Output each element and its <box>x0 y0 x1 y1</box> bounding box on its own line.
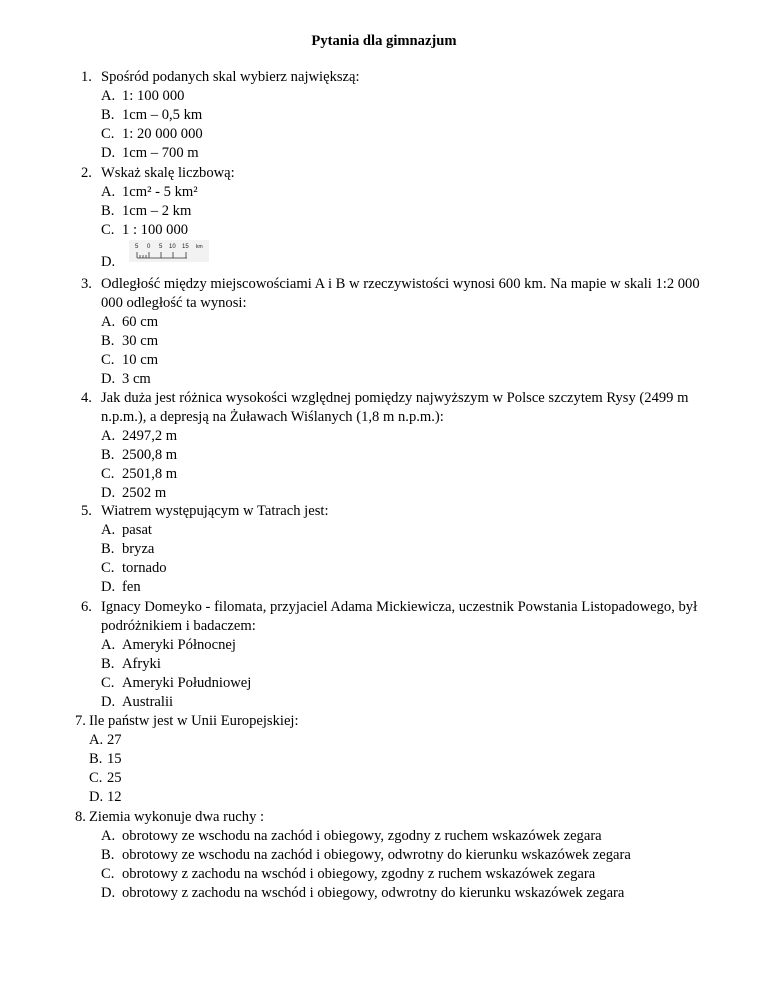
option-letter: C. <box>101 466 115 482</box>
option-text: 2500,8 m <box>122 447 178 463</box>
answer-option <box>101 313 768 332</box>
answer-option <box>101 106 768 125</box>
scale-bar-image <box>129 240 209 262</box>
answer-option <box>101 427 768 446</box>
option-text: 1cm – 2 km <box>122 203 192 219</box>
question-text: Jak duża jest różnica wysokości względnej pomiędzy najwyższym w Polsce szczytem Rysy (2499 m n.p.m.), a depresją na Żuławach Wiślanych (1,8 m n.p.m.): <box>101 390 689 425</box>
option-text: 10 cm <box>122 352 159 368</box>
answer-option <box>101 87 768 106</box>
option-letter: A. <box>101 314 116 330</box>
option-text: Ameryki Północnej <box>122 637 236 653</box>
answer-option <box>89 788 768 807</box>
answer-option <box>101 693 768 712</box>
answer-option <box>101 240 768 274</box>
answer-option <box>101 674 768 693</box>
question-text: Ziemia wykonuje dwa ruchy : <box>89 809 265 825</box>
option-text: 1 : 100 000 <box>122 222 189 238</box>
question-3 <box>0 275 768 389</box>
scale-unit-label: km <box>196 244 203 250</box>
answer-option <box>101 125 768 144</box>
scale-tick-label: 5 <box>135 244 139 250</box>
answer-option <box>101 183 768 202</box>
option-text: obrotowy ze wschodu na zachód i obiegowy, zgodny z ruchem wskazówek zegara <box>122 828 602 844</box>
option-text: tornado <box>122 560 167 576</box>
option-text: 2501,8 m <box>122 466 178 482</box>
option-letter: D. <box>101 579 116 595</box>
question-text: Odległość między miejscowościami A i B w rzeczywistości wynosi 600 km. Na mapie w skali 1:2 000 000 odległość ta wynosi: <box>101 276 700 311</box>
option-text: 30 cm <box>122 333 159 349</box>
option-text: 27 <box>107 732 122 748</box>
option-text: 1cm – 700 m <box>122 145 199 161</box>
question-number: 3. <box>81 276 92 292</box>
answer-option <box>101 221 768 240</box>
option-letter: C. <box>89 770 103 786</box>
option-text: 1cm² - 5 km² <box>122 184 198 200</box>
scale-tick-label: 5 <box>159 244 163 250</box>
answer-option <box>89 750 768 769</box>
option-text: 15 <box>107 751 122 767</box>
option-text: 25 <box>107 770 122 786</box>
question-text: Ile państw jest w Unii Europejskiej: <box>89 713 299 729</box>
option-letter: D. <box>101 885 116 901</box>
question-number: 8. <box>75 809 86 825</box>
option-letter: B. <box>101 541 115 557</box>
option-text: 3 cm <box>122 371 151 387</box>
option-letter: B. <box>101 847 115 863</box>
answer-option <box>101 559 768 578</box>
scale-tick-label: 0 <box>147 244 151 250</box>
question-number: 4. <box>81 390 92 406</box>
question-number: 5. <box>81 503 92 519</box>
answer-option <box>101 484 768 503</box>
option-letter: A. <box>101 522 116 538</box>
answer-option <box>101 884 768 903</box>
option-text: obrotowy z zachodu na wschód i obiegowy, zgodny z ruchem wskazówek zegara <box>122 866 596 882</box>
question-4 <box>0 389 768 503</box>
option-text: 1: 100 000 <box>122 88 185 104</box>
option-text: 60 cm <box>122 314 159 330</box>
answer-option <box>101 655 768 674</box>
answer-option <box>101 827 768 846</box>
option-text: pasat <box>122 522 152 538</box>
option-letter: C. <box>101 675 115 691</box>
answer-option <box>101 521 768 540</box>
option-letter: C. <box>101 866 115 882</box>
option-letter: A. <box>101 88 116 104</box>
option-letter: A. <box>101 428 116 444</box>
question-number: 2. <box>81 165 92 181</box>
question-6 <box>0 598 768 712</box>
question-text: Wiatrem występującym w Tatrach jest: <box>101 503 329 519</box>
option-letter: B. <box>101 656 115 672</box>
option-text: Australii <box>122 694 174 710</box>
option-letter: A. <box>89 732 104 748</box>
question-1 <box>0 68 768 163</box>
option-letter: D. <box>89 789 104 805</box>
scale-tick-label: 15 <box>182 244 189 250</box>
option-letter: B. <box>101 333 115 349</box>
page-title: Pytania dla gimnazjum <box>311 33 457 49</box>
question-7 <box>0 712 768 807</box>
option-letter: D. <box>101 254 116 270</box>
answer-option <box>101 865 768 884</box>
option-text: 1cm – 0,5 km <box>122 107 203 123</box>
answer-option <box>101 351 768 370</box>
option-text: obrotowy z zachodu na wschód i obiegowy, odwrotny do kierunku wskazówek zegara <box>122 885 625 901</box>
option-letter: C. <box>101 126 115 142</box>
option-letter: B. <box>101 203 115 219</box>
option-text: Afryki <box>122 656 161 672</box>
question-number: 6. <box>81 599 92 615</box>
answer-option <box>101 446 768 465</box>
option-letter: B. <box>101 107 115 123</box>
option-letter: C. <box>101 560 115 576</box>
option-text: Ameryki Południowej <box>122 675 252 691</box>
option-letter: A. <box>101 828 116 844</box>
question-8 <box>0 808 768 903</box>
option-text: fen <box>122 579 141 595</box>
answer-option <box>101 370 768 389</box>
answer-option <box>101 578 768 597</box>
option-letter: D. <box>101 694 116 710</box>
option-text: 1: 20 000 000 <box>122 126 203 142</box>
option-letter: A. <box>101 184 116 200</box>
option-text: 2497,2 m <box>122 428 178 444</box>
question-5 <box>0 502 768 597</box>
question-number: 1. <box>81 69 92 85</box>
answer-option <box>89 769 768 788</box>
answer-option <box>101 636 768 655</box>
option-letter: D. <box>101 485 116 501</box>
answer-option <box>101 332 768 351</box>
question-text: Wskaż skalę liczbową: <box>101 165 235 181</box>
answer-option <box>101 540 768 559</box>
option-text: 2502 m <box>122 485 167 501</box>
option-letter: D. <box>101 371 116 387</box>
answer-option <box>101 465 768 484</box>
answer-option <box>101 202 768 221</box>
question-text: Spośród podanych skal wybierz największą: <box>101 69 360 85</box>
option-letter: D. <box>101 145 116 161</box>
option-text: bryza <box>122 541 155 557</box>
answer-option <box>101 144 768 163</box>
scale-tick-label: 10 <box>169 244 176 250</box>
question-2 <box>0 164 768 274</box>
option-text: 12 <box>107 789 122 805</box>
answer-option <box>101 846 768 865</box>
option-text: obrotowy ze wschodu na zachód i obiegowy, odwrotny do kierunku wskazówek zegara <box>122 847 631 863</box>
option-letter: B. <box>89 751 103 767</box>
option-letter: A. <box>101 637 116 653</box>
option-letter: C. <box>101 352 115 368</box>
option-letter: C. <box>101 222 115 238</box>
question-number: 7. <box>75 713 86 729</box>
question-text: Ignacy Domeyko - filomata, przyjaciel Adama Mickiewicza, uczestnik Powstania Listopadowego, był podróżnikiem i badaczem: <box>101 599 698 634</box>
option-letter: B. <box>101 447 115 463</box>
answer-option <box>89 731 768 750</box>
